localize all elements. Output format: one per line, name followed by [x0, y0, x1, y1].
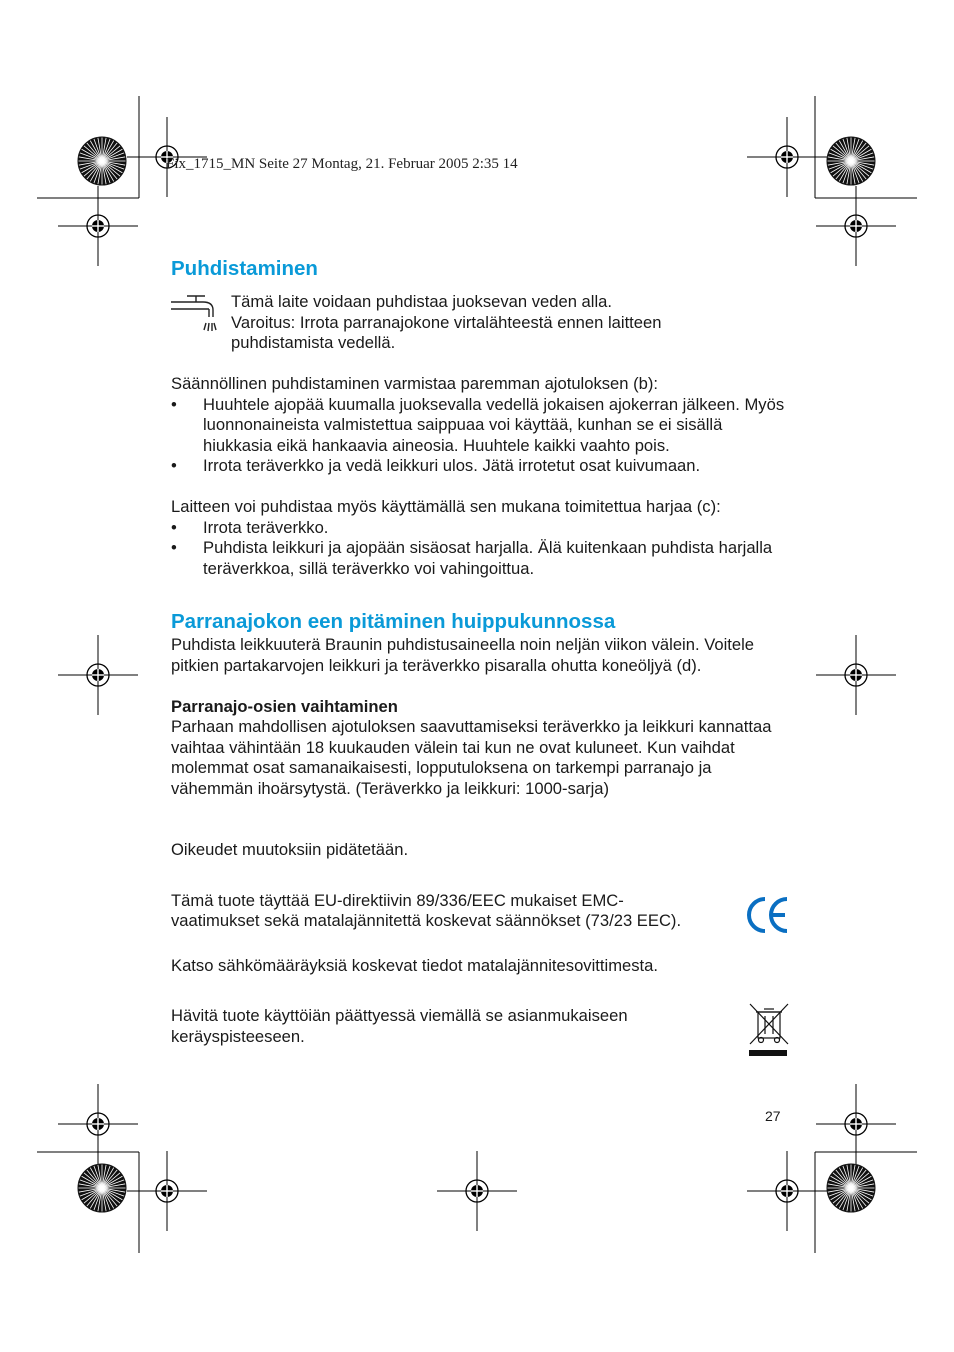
rights-note: Oikeudet muutoksiin pidätetään.	[171, 840, 409, 859]
list-item: • Irrota teräverkko ja vedä leikkuri ulos. Jätä irrotetut osat kuivumaan.	[171, 456, 791, 477]
intro-line-3: puhdistamista vedellä.	[231, 333, 396, 352]
regular-cleaning-lead: Säännöllinen puhdistaminen varmistaa paremman ajotuloksen (b):	[171, 374, 659, 393]
ce-mark-icon	[747, 895, 791, 935]
intro-line-2: Varoitus: Irrota parranajokone virtalähteestä ennen laitteen	[231, 312, 662, 332]
electrical-note: Katso sähkömääräyksiä koskevat tiedot matalajännitesovittimesta.	[171, 955, 658, 975]
section-title-maintenance: Parranajokon een pitäminen huippukunnossa	[171, 610, 616, 633]
starburst-mark	[78, 1164, 126, 1212]
intro-line-1: Tämä laite voidaan puhdistaa juoksevan veden alla.	[231, 292, 612, 311]
starburst-mark	[78, 137, 126, 185]
list-item: • Irrota teräverkko.	[171, 518, 791, 539]
print-slug: Fix_1715_MN Seite 27 Montag, 21. Februar 2005 2:35 14	[166, 156, 518, 172]
regular-cleaning-list	[171, 395, 791, 477]
disposal-text: Hävitä tuote käyttöiän päättyessä viemällä se asianmukaiseen keräyspisteeseen.	[171, 1006, 628, 1046]
disposal-note	[171, 1006, 791, 1058]
maintenance-body: Puhdista leikkuuterä Braunin puhdistusaineella noin neljän viikon välein. Voitele pitkien partakarvojen leikkuri ja teräverkko pisaralla ohutta koneöljyä (d).	[171, 635, 755, 675]
brush-cleaning-lead: Laitteen voi puhdistaa myös käyttämällä sen mukana toimitettua harjaa (c):	[171, 497, 721, 516]
ce-text-line-1: Tämä tuote täyttää EU-direktiivin 89/336/EEC mukaiset EMC-	[171, 890, 624, 910]
starburst-mark	[827, 1164, 875, 1212]
parts-body: Parhaan mahdollisen ajotuloksen saavuttamiseksi teräverkko ja leikkuri kannattaa vaihtaa vähintään 18 kuukauden välein tai kun ne ovat kuluneet. Kun vaihdat molemmat osat samanaikaisesti, lopputuloksena on tarkempi parranajo ja vähemmän ihoärsytystä. (Teräverkko ja leikkuri: 1000-sarja)	[171, 717, 772, 798]
crossed-bin-icon	[747, 1000, 791, 1058]
ce-note	[171, 891, 791, 935]
brush-cleaning-list	[171, 518, 791, 580]
page-number: 27	[765, 1108, 781, 1124]
page-content	[171, 256, 791, 1058]
list-item: • Huuhtele ajopää kuumalla juoksevalla vedellä jokaisen ajokerran jälkeen. Myös luonnonaineista valmistettua saippuaa voi käyttää, kunhan se ei sisällä hiukkasia eikä hankaavia aineosia. Huuhtele kaikki vaahto pois.	[171, 395, 791, 457]
water-cleaning-note	[171, 292, 791, 354]
ce-text-line-2: vaatimukset sekä matalajännitettä koskevat säännökset (73/23 EEC).	[171, 911, 682, 930]
subsection-title-parts: Parranajo-osien vaihtaminen	[171, 696, 398, 716]
section-title-cleaning: Puhdistaminen	[171, 257, 318, 280]
starburst-mark	[827, 137, 875, 185]
list-item: • Puhdista leikkuri ja ajopään sisäosat harjalla. Älä kuitenkaan puhdista harjalla teräverkkoa, sillä teräverkko voi vahingoittua.	[171, 538, 791, 579]
faucet-water-icon	[171, 292, 231, 348]
